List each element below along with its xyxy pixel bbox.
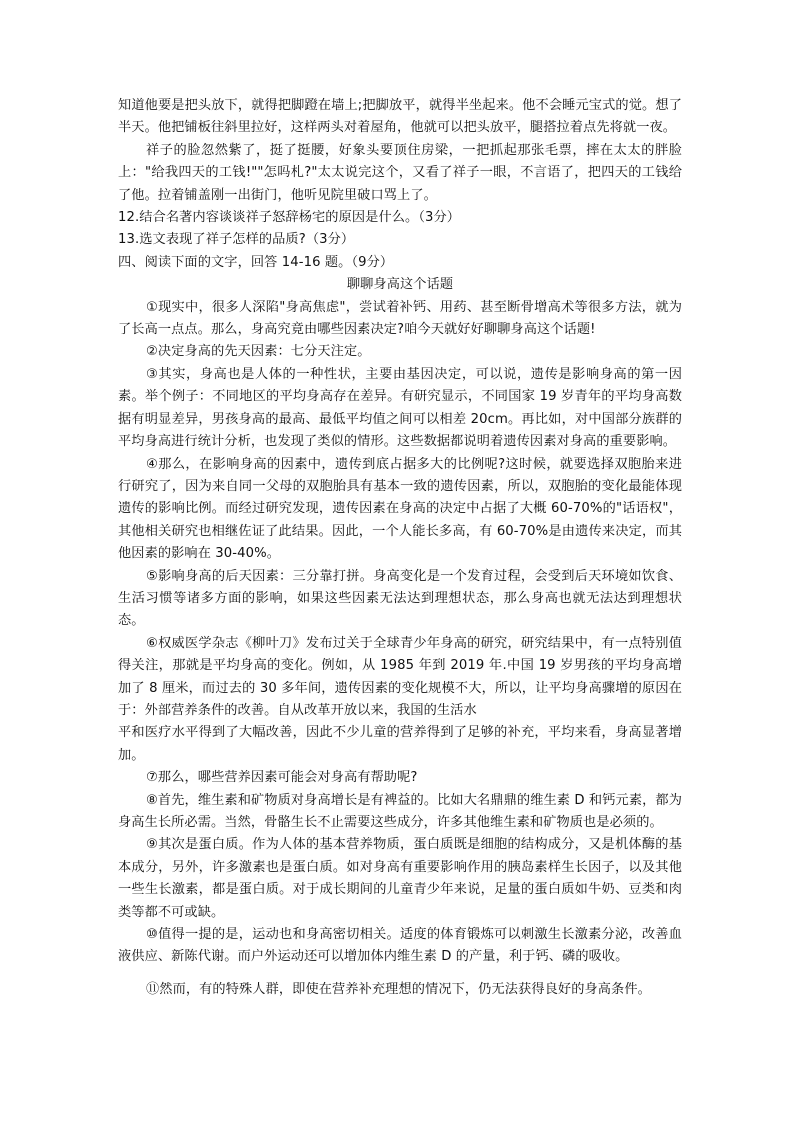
article-paragraph: ③其实，身高也是人体的一种性状，主要由基因决定，可以说，遗传是影响身高的第一因素。举个例子：不同地区的平均身高存在差异。有研究显示，不同国家 19 岁青年的平均身高数据有明显差异，男孩身高的最高、最低平均值之间可以相差 20cm。再比如，对中国部分族群的平均身高进行统计分析，也发现了类似的情形。这些数据都说明着遗传因素对身高的重要影响。 — [118, 366, 682, 450]
article-paragraph: ⑤影响身高的后天因素：三分靠打拼。身高变化是一个发育过程，会受到后天环境如饮食、生活习惯等诸多方面的影响，如果这些因素无法达到理想状态，那么身高也就无法达到理想状态。 — [118, 568, 682, 629]
document-body — [118, 95, 682, 1001]
article-paragraph: ⑨其次是蛋白质。作为人体的基本营养物质，蛋白质既是细胞的结构成分，又是机体酶的基本成分，另外，许多激素也是蛋白质。如对身高有重要影响作用的胰岛素样生长因子，以及其他一些生长激素，都是蛋白质。对于成长期间的儿童青少年来说，足量的蛋白质如牛奶、豆类和肉类等都不可或缺。 — [118, 837, 682, 920]
article-paragraph: ②决定身高的先天因素：七分天注定。 — [146, 344, 371, 360]
article-paragraph: ⑥权威医学杂志《柳叶刀》发布过关于全球青少年身高的研究，研究结果中，有一点特别值得关注，那就是平均身高的变化。例如，从 1985 年到 2019 年.中国 19 岁男孩的平均身高增加了 8 厘米，而过去的 30 多年间，遗传因素的变化规模不大，所以，让平均身高骤增的原因在于：外部营养条件的改善。自从改革开放以来，我国的生活水 — [118, 635, 682, 718]
article-paragraph: ①现实中，很多人深陷"身高焦虑"，尝试着补钙、用药、甚至断骨增高术等很多方法，就为了长高一点点。那么，身高究竟由哪些因素决定?咱今天就好好聊聊身高这个话题! — [118, 299, 682, 338]
question-13: 13.选文表现了祥子怎样的品质?（3分） — [118, 232, 355, 248]
article-paragraph: ⑩值得一提的是，运动也和身高密切相关。适度的体育锻炼可以刺激生长激素分泌，改善血液供应、新陈代谢。而户外运动还可以增加体内维生素 D 的产量，利于钙、磷的吸收。 — [118, 927, 682, 965]
question-12: 12.结合名著内容谈谈祥子怒辞杨宅的原因是什么。（3分） — [118, 210, 461, 226]
article-paragraph: ④那么，在影响身高的因素中，遗传到底占据多大的比例呢?这时候，就要选择双胞胎来进行研究了，因为来自同一父母的双胞胎具有基本一致的遗传因素，所以，双胞胎的变化最能体现遗传的影响比例。而经过研究发现，遗传因素在身高的决定中占据了大概 60-70%的"话语权"，其他相关研究也相继佐证了此结果。因此，一个人能长多高，有 60-70%是由遗传来决定，而其他因素的影响在 30-40%。 — [118, 456, 682, 562]
article-paragraph: ⑦那么，哪些营养因素可能会对身高有帮助呢? — [146, 770, 418, 786]
story-paragraph: 知道他要是把头放下，就得把脚蹬在墙上;把脚放平，就得半坐起来。他不会睡元宝式的觉。想了半天。他把铺板往斜里拉好，这样两头对着屋角，他就可以把头放平，腿搭拉着点先将就一夜。 — [118, 98, 682, 136]
section-heading: 四、阅读下面的文字，回答 14-16 题。（9分） — [118, 254, 394, 270]
story-paragraph: 祥子的脸忽然紫了，挺了挺腰，好象头要顶住房梁，一把抓起那张毛票，摔在太太的胖脸上："给我四天的工钱!""怎吗札?"太太说完这个，又看了祥子一眼，不言语了，把四天的工钱给了他。拉着铺盖刚一出街门，他听见院里破口骂上了。 — [118, 142, 682, 203]
article-paragraph: 平和医疗水平得到了大幅改善，因此不少儿童的营养得到了足够的补充，平均来看，身高显著增加。 — [118, 725, 682, 763]
article-title: 聊聊身高这个话题 — [346, 277, 454, 293]
article-paragraph: ⑪然而，有的特殊人群，即使在营养补充理想的情况下，仍无法获得良好的身高条件。 — [146, 981, 651, 997]
article-paragraph: ⑧首先，维生素和矿物质对身高增长是有裨益的。比如大名鼎鼎的维生素 D 和钙元素，都为身高生长所必需。当然，骨骼生长不止需要这些成分，许多其他维生素和矿物质也是必须的。 — [118, 792, 682, 830]
